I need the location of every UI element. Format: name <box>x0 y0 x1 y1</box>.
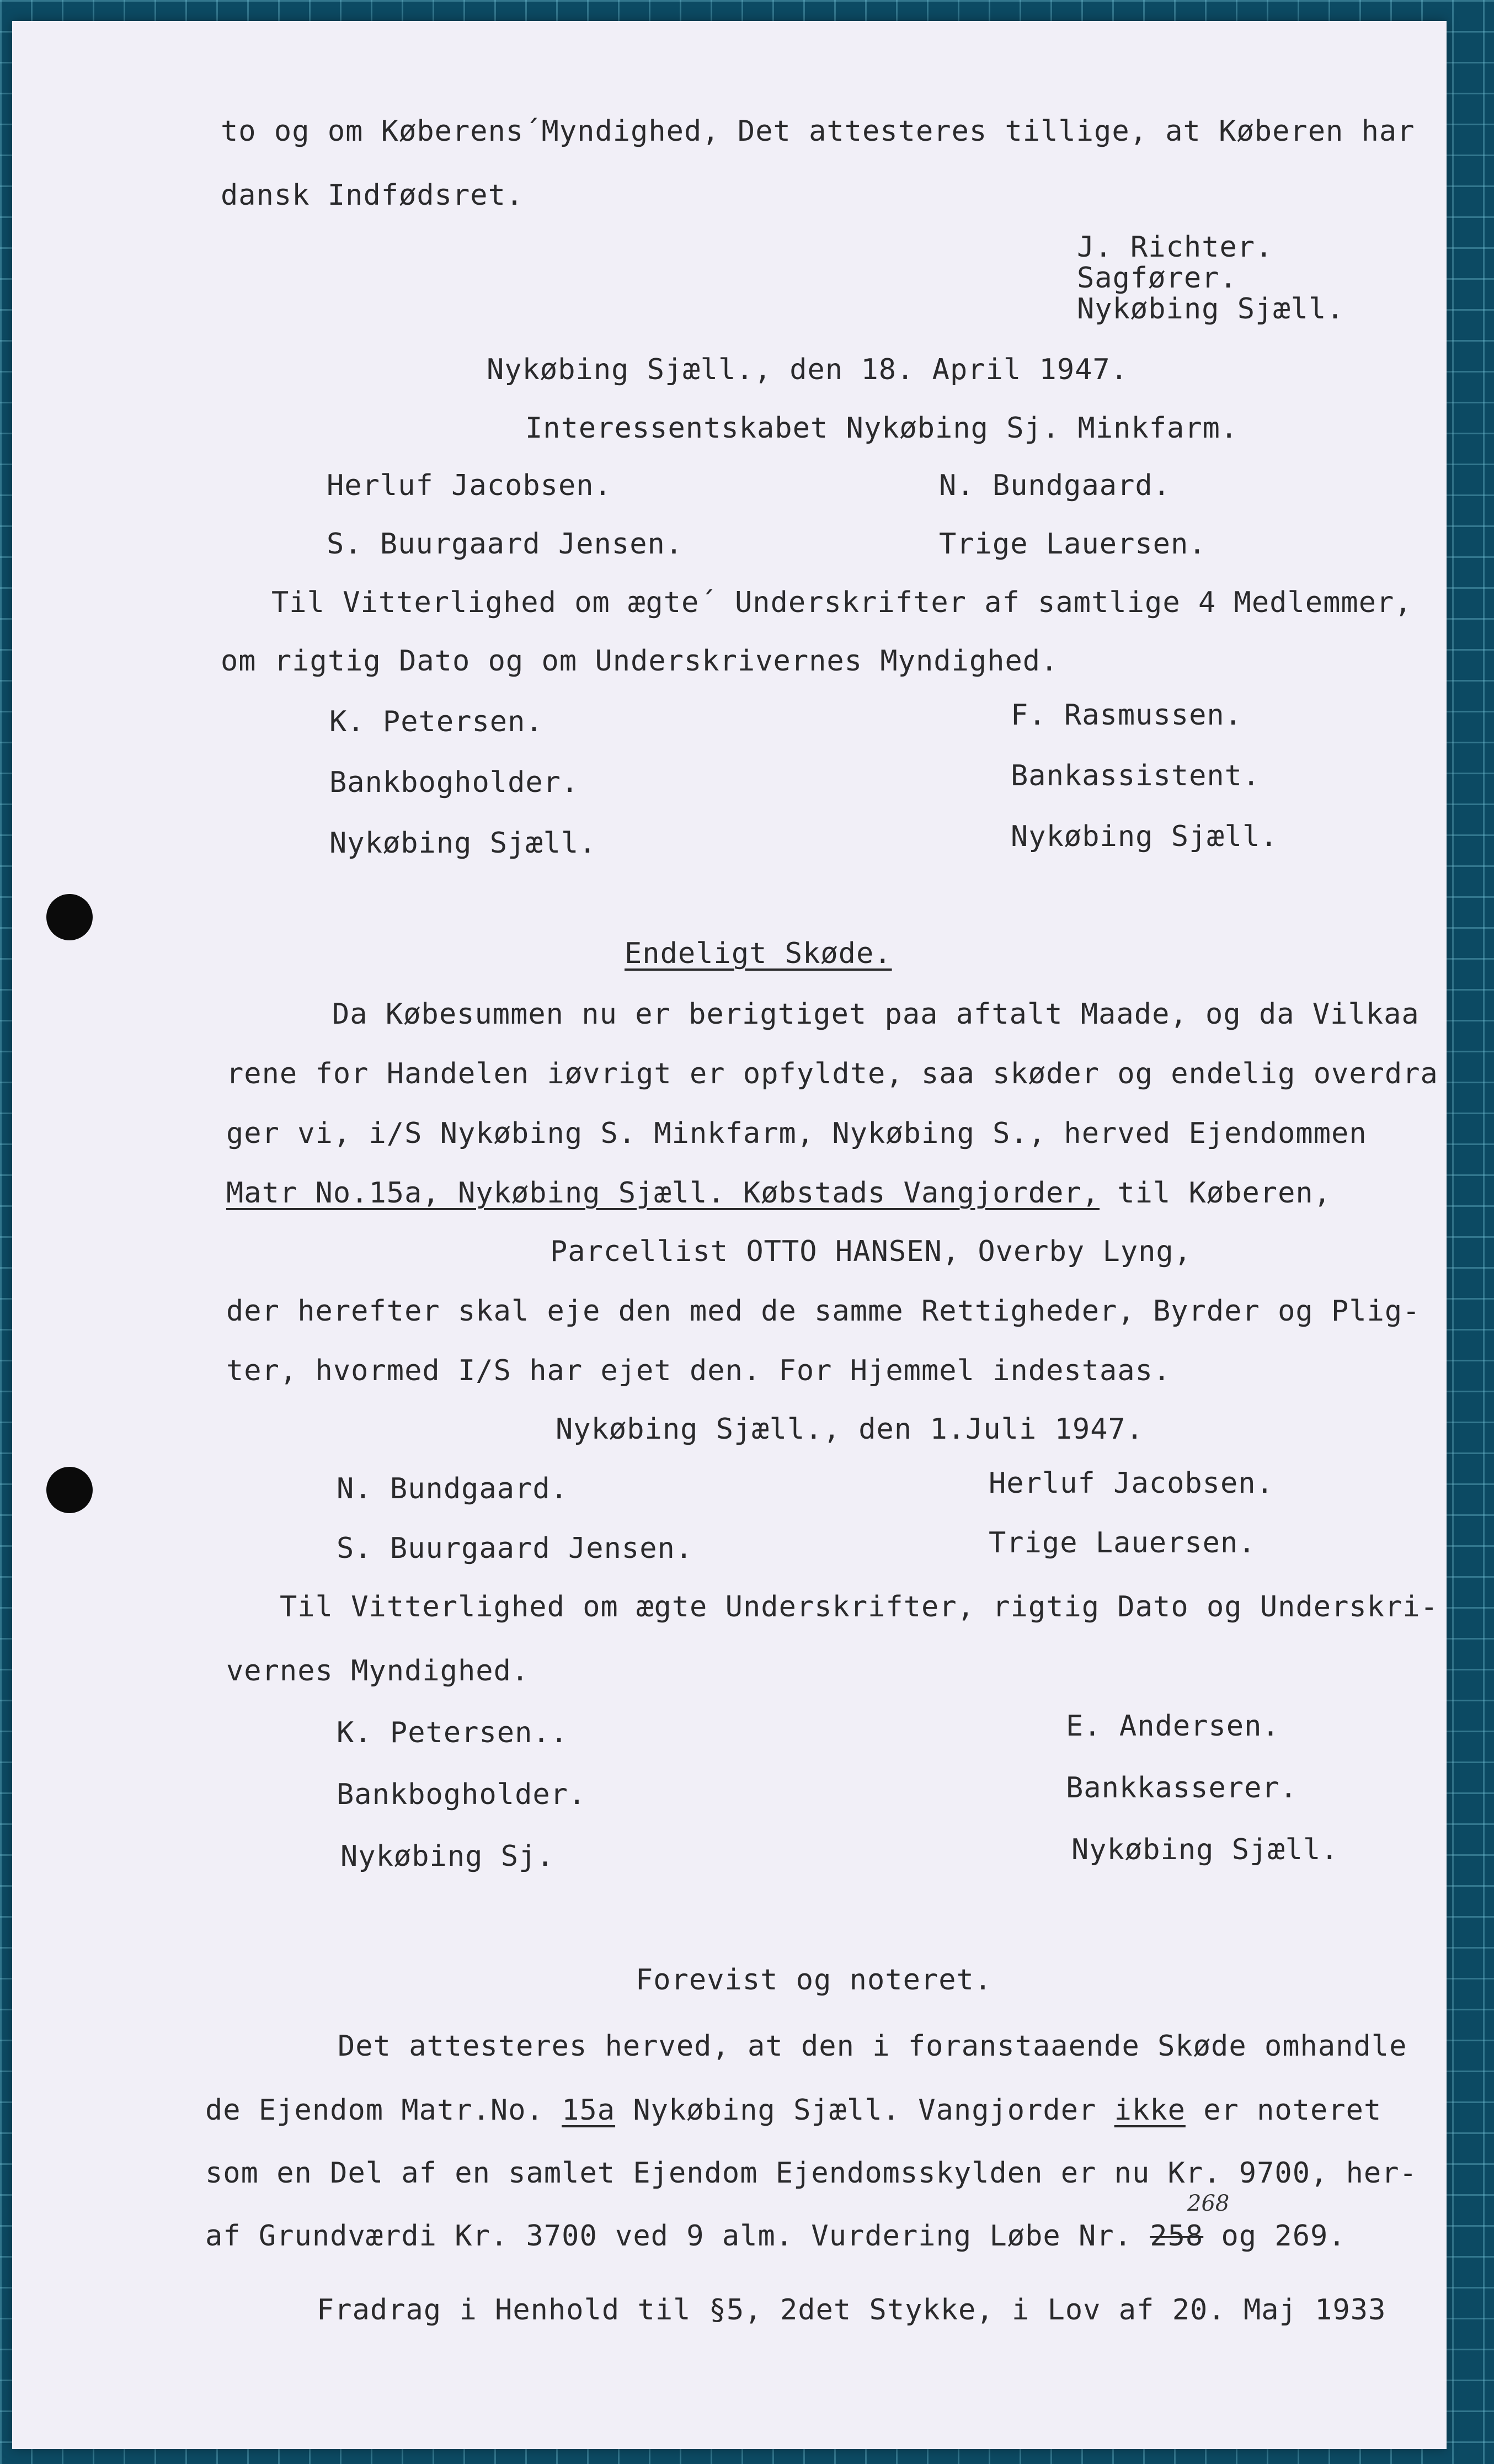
text-line: Til Vitterlighed om ægte´ Underskrifter af samtlige 4 Medlemmer, <box>271 586 1412 619</box>
text-line: vernes Myndighed. <box>226 1654 530 1688</box>
text-line: der herefter skal eje den med de samme Rettigheder, Byrder og Plig- <box>226 1295 1421 1328</box>
text-line <box>226 1177 1331 1210</box>
witness-title: Bankkasserer. <box>1066 1771 1298 1805</box>
signer-place: Nykøbing Sjæll. <box>1077 292 1344 326</box>
witness-place: Nykøbing Sjæll. <box>329 827 597 860</box>
signer-name: Trige Lauersen. <box>939 528 1207 561</box>
text-line: to og om Køberens´Myndighed, Det attesteres tillige, at Køberen har <box>221 115 1415 148</box>
witness-title: Bankbogholder. <box>329 766 579 799</box>
signer-title: Sagfører. <box>1077 262 1237 295</box>
text-line <box>205 2220 1346 2253</box>
text-fragment: er noteret <box>1185 2094 1382 2127</box>
company-name: Interessentskabet Nykøbing Sj. Minkfarm. <box>525 412 1239 445</box>
underlined-text: 15a <box>562 2094 616 2127</box>
date-line: Nykøbing Sjæll., den 1.Juli 1947. <box>556 1413 1144 1446</box>
text-fragment: de Ejendom Matr.No. <box>205 2094 562 2127</box>
property-reference: Matr No.15a, Nykøbing Sjæll. Købstads Vangjorder, <box>226 1177 1100 1210</box>
witness-place: Nykøbing Sj. <box>340 1840 554 1873</box>
underlined-text: ikke <box>1114 2094 1186 2127</box>
text-line: Til Vitterlighed om ægte Underskrifter, rigtig Dato og Underskri- <box>280 1590 1438 1624</box>
punch-hole <box>46 894 93 940</box>
section-heading: Endeligt Skøde. <box>625 937 892 970</box>
signer-name: N. Bundgaard. <box>337 1472 568 1505</box>
text-fragment: til Køberen, <box>1100 1177 1332 1210</box>
signer-name: Herluf Jacobsen. <box>327 469 612 502</box>
struck-number: 258 <box>1150 2220 1204 2253</box>
text-line: Fradrag i Henhold til §5, 2det Stykke, i Lov af 20. Maj 1933 <box>317 2293 1386 2327</box>
signer-name: Herluf Jacobsen. <box>989 1467 1274 1500</box>
signer-name: N. Bundgaard. <box>939 469 1171 502</box>
witness-name: K. Petersen.. <box>337 1716 568 1749</box>
text-fragment: og 269. <box>1203 2220 1346 2253</box>
text-line: ger vi, i/S Nykøbing S. Minkfarm, Nykøbing S., herved Ejendommen <box>226 1117 1367 1150</box>
text-line: som en Del af en samlet Ejendom Ejendomsskylden er nu Kr. 9700, her- <box>205 2157 1417 2190</box>
document-page <box>12 21 1447 2449</box>
text-line: Det attesteres herved, at den i foranstaaende Skøde omhandle <box>338 2030 1407 2063</box>
witness-name: K. Petersen. <box>329 705 543 738</box>
witness-name: E. Andersen. <box>1066 1710 1280 1743</box>
text-line <box>205 2094 1381 2127</box>
text-line: ter, hvormed I/S har ejet den. For Hjemmel indestaas. <box>226 1354 1171 1387</box>
witness-title: Bankbogholder. <box>337 1778 586 1811</box>
date-line: Nykøbing Sjæll., den 18. April 1947. <box>487 353 1129 386</box>
signer-name: J. Richter. <box>1077 231 1273 264</box>
handwritten-correction: 268 <box>1187 2191 1230 2216</box>
witness-place: Nykøbing Sjæll. <box>1071 1833 1339 1866</box>
punch-hole <box>46 1467 93 1513</box>
text-line: Da Købesummen nu er berigtiget paa aftalt Maade, og da Vilkaa <box>332 998 1420 1031</box>
signer-name: Trige Lauersen. <box>989 1526 1256 1560</box>
text-line: om rigtig Dato og om Underskrivernes Myndighed. <box>221 645 1059 678</box>
buyer-line: Parcellist OTTO HANSEN, Overby Lyng, <box>550 1235 1192 1268</box>
witness-name: F. Rasmussen. <box>1011 699 1242 732</box>
text-line: rene for Handelen iøvrigt er opfyldte, saa skøder og endelig overdra <box>226 1057 1438 1090</box>
signer-name: S. Buurgaard Jensen. <box>327 528 684 561</box>
text-fragment: Nykøbing Sjæll. Vangjorder <box>615 2094 1114 2127</box>
signer-name: S. Buurgaard Jensen. <box>337 1532 693 1565</box>
witness-place: Nykøbing Sjæll. <box>1011 820 1278 853</box>
witness-title: Bankassistent. <box>1011 759 1261 792</box>
section-heading: Forevist og noteret. <box>636 1963 993 1997</box>
text-fragment: af Grundværdi Kr. 3700 ved 9 alm. Vurdering Løbe Nr. <box>205 2220 1150 2253</box>
text-line: dansk Indfødsret. <box>221 179 524 212</box>
